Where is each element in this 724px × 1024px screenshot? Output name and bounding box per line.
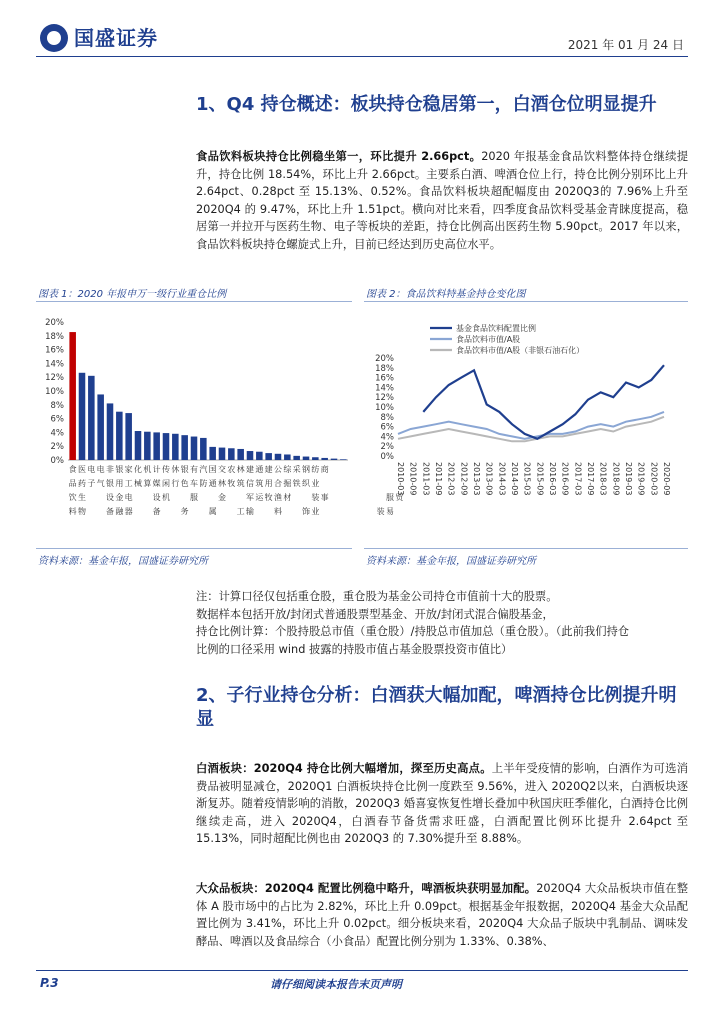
bar — [209, 447, 216, 460]
y-tick-label: 10% — [45, 387, 64, 397]
x-tick-label: 非 — [106, 465, 114, 474]
x-tick-label: 运 — [255, 493, 264, 502]
x-tick-label: 筑 — [255, 479, 264, 488]
y-tick-label: 18% — [375, 363, 394, 374]
y-tick-label: 6% — [380, 422, 394, 433]
figure2-source-rule — [364, 548, 688, 549]
x-tick-label: 2018-03 — [598, 462, 608, 496]
x-tick-label: 2020-09 — [662, 462, 671, 496]
bar — [144, 432, 151, 460]
bar — [200, 438, 207, 460]
figure1-title-rule — [36, 301, 352, 302]
note-line-2: 数据样本包括开放/封闭式普通股票型基金、开放/封闭式混合偏股基金， — [196, 607, 554, 621]
x-tick-label: 2014-03 — [497, 462, 507, 496]
notes-block — [196, 588, 688, 658]
y-tick-label: 0% — [50, 456, 64, 466]
bar — [163, 433, 170, 460]
x-tick-label: 装 — [311, 493, 320, 502]
bar — [256, 452, 263, 460]
bar — [228, 448, 235, 460]
x-tick-label: 2019-03 — [624, 462, 633, 496]
bar — [88, 376, 95, 460]
y-tick-label: 2% — [380, 442, 394, 453]
x-tick-label: 信 — [246, 479, 254, 488]
x-tick-label: 服 — [386, 493, 394, 502]
x-tick-label: 务 — [180, 507, 189, 516]
x-tick-label: 综 — [283, 465, 292, 474]
bar — [284, 454, 291, 460]
y-tick-label: 14% — [375, 383, 394, 394]
x-tick-label: 气 — [96, 479, 105, 488]
y-tick-label: 0% — [380, 452, 394, 462]
x-tick-label: 建 — [246, 465, 254, 474]
x-tick-label: 2010-09 — [408, 462, 418, 496]
x-tick-label: 料 — [274, 507, 282, 516]
figure2-title-rule — [364, 301, 688, 302]
x-tick-label: 国 — [208, 465, 217, 474]
figure1-title: 图表 1：2020 年报申万一级行业重仓比例 — [38, 289, 227, 300]
x-tick-label: 金 — [218, 493, 226, 502]
x-tick-label: 渔 — [274, 493, 282, 502]
bar — [191, 437, 198, 460]
x-tick-label: 业 — [311, 479, 320, 488]
bar — [237, 449, 244, 460]
x-tick-label: 2018-09 — [611, 462, 621, 496]
y-tick-label: 2% — [50, 442, 64, 453]
note-line-3: 持仓比例计算：个股持股总市值（重仓股）/持股总市值加总（重仓股）。（此前我们持仓 — [196, 625, 630, 639]
mass-lead: 大众品板块：2020Q4 配置比例稳中略升，啤酒板块获明显加配。 — [196, 882, 537, 895]
x-tick-label: 2013-03 — [472, 462, 481, 496]
x-tick-label: 生 — [78, 493, 86, 502]
bar — [135, 431, 142, 460]
y-tick-label: 10% — [375, 403, 394, 413]
x-tick-label: 家 — [124, 465, 133, 474]
page-number: P.3 — [40, 976, 59, 990]
bar — [79, 373, 86, 460]
section2-title-line1: 2、子行业持仓分析：白酒获大幅加配，啤酒持仓比例提升明 — [196, 685, 677, 706]
section1-paragraph — [196, 148, 688, 254]
x-tick-label: 装 — [376, 507, 385, 516]
x-tick-label: 行 — [171, 479, 180, 488]
x-tick-label: 饮 — [68, 493, 77, 502]
x-tick-label: 通 — [255, 465, 264, 474]
x-tick-label: 2011-03 — [421, 462, 431, 496]
x-tick-label: 2013-09 — [484, 462, 494, 496]
x-tick-label: 建 — [264, 465, 273, 474]
x-tick-label: 2015-09 — [535, 462, 545, 496]
x-tick-label: 2017-09 — [586, 462, 595, 496]
series-line — [423, 365, 664, 439]
x-tick-label: 服 — [190, 493, 198, 502]
bar — [153, 432, 160, 460]
x-tick-label: 通 — [208, 479, 217, 488]
bar — [293, 456, 300, 460]
bar — [303, 457, 310, 460]
x-tick-label: 银 — [115, 465, 124, 474]
x-tick-label: 车 — [190, 479, 198, 488]
x-tick-label: 机 — [162, 493, 170, 502]
baijiu-lead: 白酒板块：2020Q4 持仓比例大幅增加，探至历史高点。 — [196, 762, 492, 775]
y-tick-label: 8% — [50, 400, 64, 411]
bar — [69, 332, 76, 460]
x-tick-label: 材 — [283, 493, 292, 502]
x-tick-label: 2011-09 — [434, 462, 443, 496]
brand-name: 国盛证券 — [74, 26, 158, 50]
x-tick-label: 2016-03 — [548, 462, 557, 496]
y-tick-label: 4% — [380, 432, 394, 443]
x-tick-label: 汽 — [199, 465, 208, 474]
x-tick-label: 商 — [320, 465, 329, 474]
bar — [247, 451, 254, 460]
section2-title-line2: 显 — [196, 709, 214, 730]
x-tick-label: 业 — [311, 507, 320, 516]
section1-body: 2020 年报基金食品饮料整体持仓继续提升，持仓比例 18.54%，环比上升 2.66pct。主要系白酒、啤酒仓位上行，持仓比例分别环比上升 2.64pct、0.28pct 至 15.13%、0.52%。食品饮料板块超配幅度由 2020Q3的 7.96%上升至 2020Q4 的 9.47%，环比上升 1.51pct。横向对比来看，四季度食品饮料受基金青睐度提高，稳居第一并拉开与医药生物、电子等板块的差距，持仓比例高出医药生物 5.90pct。2017 年以来，食品饮料板块持仓螺旋式上升，目前已经达到历史高位水平。 — [196, 150, 689, 251]
figure1-source-rule — [36, 548, 352, 549]
y-tick-label: 20% — [45, 318, 64, 328]
x-tick-label: 色 — [180, 479, 189, 488]
y-tick-label: 16% — [45, 345, 64, 356]
x-tick-label: 公 — [274, 465, 282, 474]
bar — [172, 434, 179, 460]
figure1-source: 资料来源：基金年报，国盛证券研究所 — [38, 556, 208, 567]
x-tick-label: 算 — [143, 479, 152, 488]
x-tick-label: 品 — [68, 479, 77, 488]
report-date: 2021 年 01 月 24 日 — [567, 38, 684, 52]
bar — [219, 448, 226, 460]
x-tick-label: 设 — [152, 493, 161, 502]
x-tick-label: 电 — [124, 493, 133, 502]
x-tick-label: 饰 — [302, 507, 310, 516]
x-tick-label: 2010-03 — [396, 462, 405, 496]
x-tick-label: 银 — [106, 479, 114, 488]
x-tick-label: 闲 — [162, 479, 170, 488]
x-tick-label: 电 — [96, 465, 105, 474]
y-tick-label: 20% — [375, 354, 394, 364]
x-tick-label: 2012-03 — [446, 462, 456, 496]
x-tick-label: 合 — [274, 479, 282, 488]
bar — [265, 453, 272, 460]
x-tick-label: 钢 — [302, 465, 310, 474]
legend-label: 食品饮料市值/A股 — [456, 335, 521, 344]
x-tick-label: 传 — [162, 465, 170, 474]
x-tick-label: 器 — [124, 507, 133, 516]
x-tick-label: 电 — [87, 465, 96, 474]
bar — [331, 459, 338, 460]
x-tick-label: 牧 — [264, 493, 273, 502]
note-line-4: 比例的口径采用 wind 披露的持股市值占基金股票投资市值比） — [196, 642, 513, 656]
bar — [275, 454, 282, 460]
x-tick-label: 纺 — [311, 465, 320, 474]
x-tick-label: 媒 — [152, 479, 161, 488]
x-tick-label: 用 — [264, 479, 273, 488]
x-tick-label: 林 — [218, 479, 226, 488]
x-tick-label: 料 — [68, 507, 77, 516]
x-tick-label: 2014-09 — [510, 462, 519, 496]
x-tick-label: 事 — [320, 493, 329, 502]
x-tick-label: 医 — [78, 465, 86, 474]
x-tick-label: 工 — [236, 507, 245, 516]
y-tick-label: 4% — [50, 428, 64, 439]
x-tick-label: 用 — [115, 479, 124, 488]
x-tick-label: 交 — [218, 465, 226, 474]
series-line — [398, 412, 664, 439]
section2-paragraph-2 — [196, 880, 688, 950]
brand-logo-icon — [40, 24, 68, 52]
bar — [312, 457, 319, 460]
y-tick-label: 8% — [380, 412, 394, 423]
x-tick-label: 防 — [199, 479, 208, 488]
x-tick-label: 工 — [124, 479, 133, 488]
y-tick-label: 14% — [45, 359, 64, 370]
figure2-line-chart — [364, 304, 688, 542]
x-tick-label: 牧 — [227, 479, 236, 488]
x-tick-label: 铁 — [292, 479, 301, 488]
x-tick-label: 械 — [134, 479, 142, 488]
bar — [321, 458, 328, 460]
bar — [116, 412, 123, 460]
x-tick-label: 机 — [143, 465, 152, 474]
x-tick-label: 2012-09 — [459, 462, 469, 496]
x-tick-label: 易 — [386, 507, 394, 516]
x-tick-label: 有 — [190, 465, 198, 474]
x-tick-label: 军 — [246, 493, 254, 502]
x-tick-label: 属 — [208, 507, 217, 516]
x-tick-label: 筑 — [236, 479, 245, 488]
x-tick-label: 掘 — [283, 479, 292, 488]
legend-label: 食品饮料市值/A股（非银石油石化） — [456, 346, 585, 355]
section2-paragraph-1 — [196, 760, 688, 848]
y-tick-label: 12% — [375, 393, 394, 404]
figure2-title: 图表 2：食品饮料特基金持仓变化图 — [366, 289, 526, 300]
x-tick-label: 药 — [78, 479, 86, 488]
y-tick-label: 6% — [50, 414, 64, 425]
figure2-source: 资料来源：基金年报，国盛证券研究所 — [366, 556, 536, 567]
x-tick-label: 备 — [152, 507, 161, 516]
y-tick-label: 18% — [45, 331, 64, 342]
y-tick-label: 16% — [375, 373, 394, 384]
x-tick-label: 2016-09 — [560, 462, 570, 496]
x-tick-label: 物 — [78, 507, 86, 516]
x-tick-label: 农 — [227, 465, 236, 474]
section2-title — [196, 684, 688, 732]
x-tick-label: 采 — [292, 465, 301, 474]
bar — [97, 394, 104, 460]
x-tick-label: 2017-03 — [573, 462, 583, 496]
y-tick-label: 12% — [45, 373, 64, 384]
x-tick-label: 设 — [106, 493, 114, 502]
bar — [340, 459, 347, 460]
note-line-1: 注：计算口径仅包括重仓股，重仓股为基金公司持仓市值前十大的股票。 — [196, 590, 558, 603]
x-tick-label: 食 — [68, 465, 77, 474]
x-tick-label: 融 — [115, 507, 124, 516]
x-tick-label: 贸 — [395, 493, 404, 502]
baijiu-body: 上半年受疫情的影响，白酒作为可选消费品被明显减仓，2020Q1 白酒板块持仓比例一度跌至 9.56%，进入 2020Q2以来，白酒板块逐渐复苏。随着疫情影响的消散，2020Q3 婚喜宴恢复性增长叠加中秋国庆旺季催化，白酒持仓比例继续走高，进入 2020Q4，白酒春节备货需求旺盛，白酒配置比例环比提升 2.64pct 至 15.13%，同时超配比例也由 2020Q3 的 7.30%提升至 8.88%。 — [196, 762, 688, 846]
x-tick-label: 织 — [302, 479, 310, 488]
bar — [107, 403, 114, 460]
x-tick-label: 金 — [115, 493, 124, 502]
x-tick-label: 输 — [246, 507, 254, 516]
x-tick-label: 2020-03 — [649, 462, 659, 496]
bar — [125, 413, 132, 460]
x-tick-label: 2019-09 — [636, 462, 646, 496]
footer-disclaimer: 请仔细阅读本报告末页声明 — [270, 978, 402, 991]
x-tick-label: 休 — [171, 465, 180, 474]
section1-lead: 食品饮料板块持仓比例稳坐第一，环比提升 2.66pct。 — [196, 150, 482, 163]
footer-divider — [36, 970, 688, 971]
x-tick-label: 林 — [236, 465, 245, 474]
mass-body: 2020Q4 大众品板块市值在整体 A 股市场中的占比为 2.82%，环比上升 0.09pct。根据基金年报数据，2020Q4 基金大众品配置比例为 3.41%，环比上升 0.02pct。细分板块来看，2020Q4 大众品子版块中乳制品、调味发酵品、啤酒以及食品综合（小食品）配置比例分别为 1.33%、0.38%、 — [196, 882, 689, 948]
x-tick-label: 子 — [87, 479, 96, 488]
x-tick-label: 计 — [152, 465, 161, 474]
header-divider — [36, 56, 688, 57]
x-tick-label: 备 — [106, 507, 114, 516]
section1-title: 1、Q4 持仓概述：板块持仓稳居第一，白酒仓位明显提升 — [196, 94, 657, 115]
x-tick-label: 2015-03 — [522, 462, 532, 496]
bar — [181, 435, 188, 460]
legend-label: 基金食品饮料配置比例 — [456, 324, 536, 333]
x-tick-label: 化 — [134, 465, 142, 474]
x-tick-label: 银 — [180, 465, 189, 474]
